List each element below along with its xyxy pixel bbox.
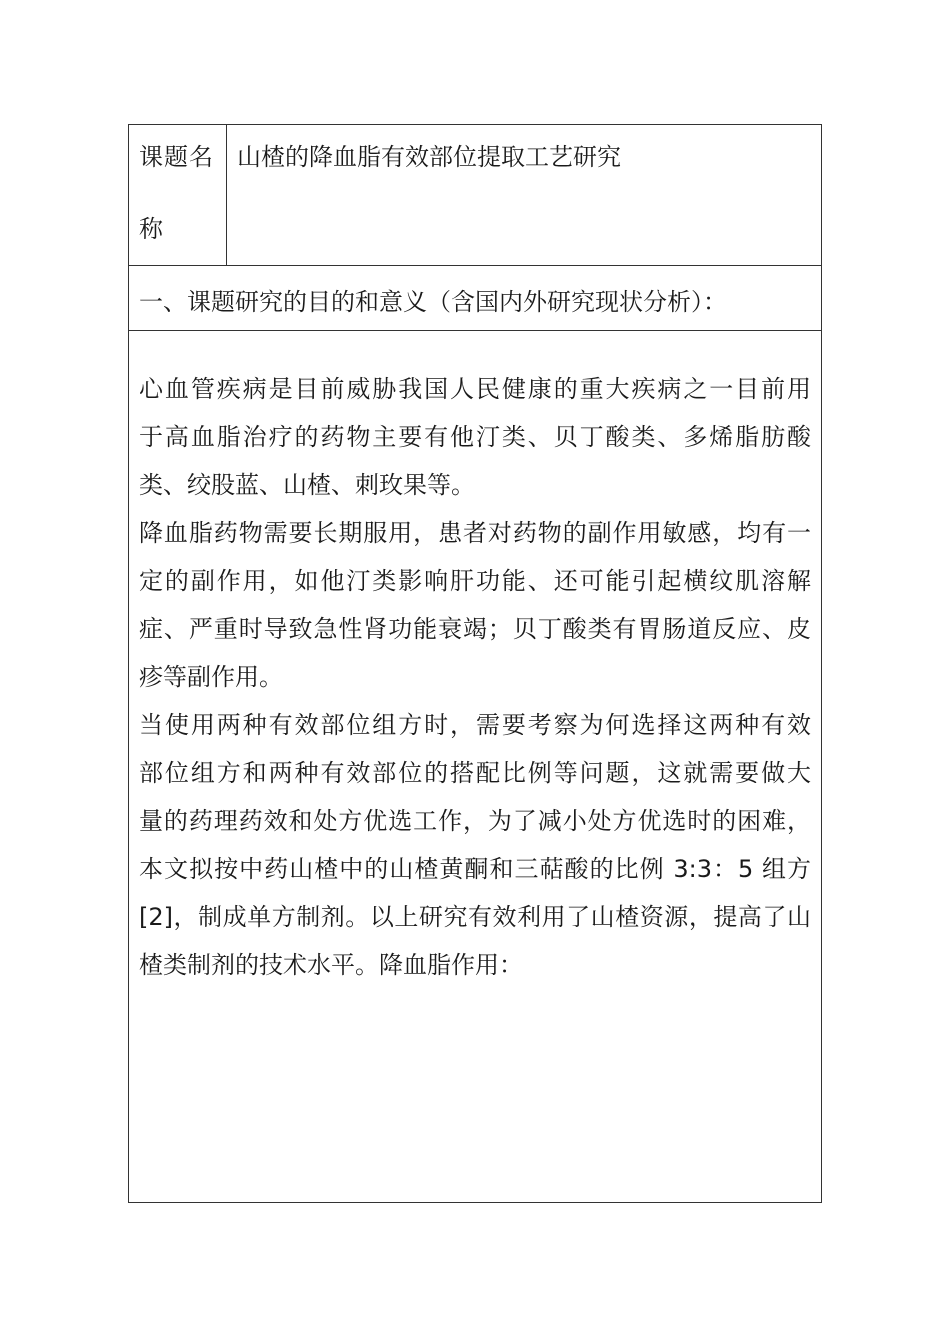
body-line: 心血管疾病是目前威胁我国人民健康的重大疾病之一目前用 — [139, 375, 811, 403]
body-line: 降血脂药物需要长期服用，患者对药物的副作用敏感，均有一 — [139, 519, 811, 547]
title-label-cell — [129, 125, 227, 265]
body-line: 于高血脂治疗的药物主要有他汀类、贝丁酸类、多烯脂肪酸 — [139, 423, 811, 451]
body-line: 量的药理药效和处方优选工作，为了减小处方优选时的困难， — [139, 807, 811, 835]
body-line: 定的副作用，如他汀类影响肝功能、还可能引起横纹肌溶解 — [139, 567, 811, 595]
proposal-form-table — [128, 124, 822, 1203]
title-label-line2: 称 — [139, 215, 164, 243]
body-line: [2]，制成单方制剂。以上研究有效利用了山楂资源，提高了山 — [139, 903, 811, 931]
body-line: 疹等副作用。 — [139, 663, 283, 691]
title-label-line1: 课题名 — [139, 143, 214, 171]
title-row — [129, 125, 821, 266]
body-line: 本文拟按中药山楂中的山楂黄酮和三萜酸的比例 3:3：5 组方 — [139, 855, 811, 883]
section-heading: 一、课题研究的目的和意义（含国内外研究现状分析）： — [139, 288, 727, 316]
body-line: 症、严重时导致急性肾功能衰竭；贝丁酸类有胃肠道反应、皮 — [139, 615, 811, 643]
body-line: 类、绞股蓝、山楂、刺玫果等。 — [139, 471, 475, 499]
section-heading-row — [129, 266, 821, 331]
body-line: 当使用两种有效部位组方时，需要考察为何选择这两种有效 — [139, 711, 811, 739]
title-value: 山楂的降血脂有效部位提取工艺研究 — [237, 143, 621, 171]
body-line: 楂类制剂的技术水平。降血脂作用： — [139, 951, 523, 979]
body-line: 部位组方和两种有效部位的搭配比例等问题，这就需要做大 — [139, 759, 811, 787]
